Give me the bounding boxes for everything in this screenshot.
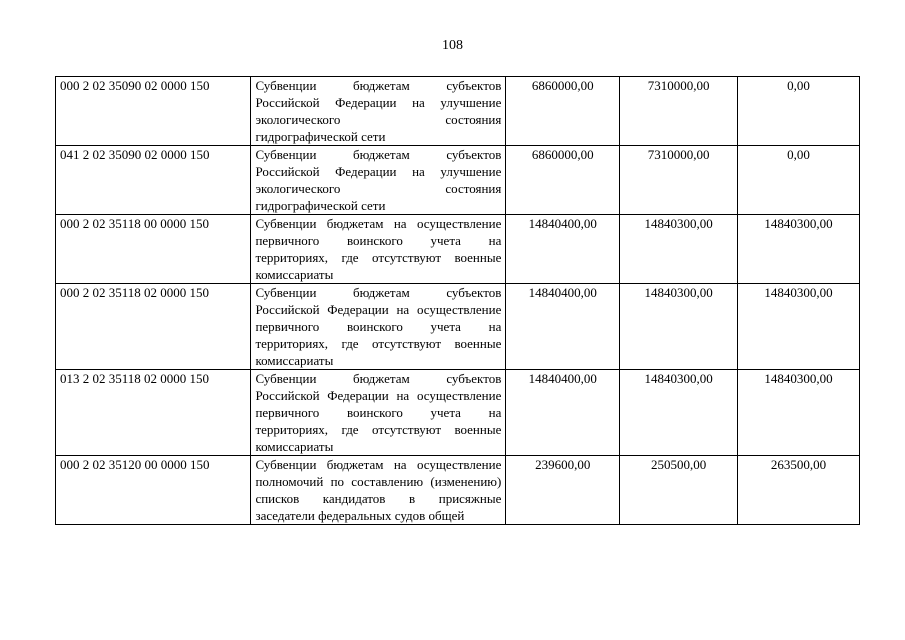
amount-2: 14840300,00 (620, 284, 738, 370)
table-row (56, 284, 860, 370)
amount-1: 6860000,00 (506, 77, 620, 146)
amount-3: 14840300,00 (738, 370, 860, 456)
revenue-name: Субвенции бюджетам субъектов Российской Федерации на осуществление первичного воинского учета на территориях, где отсутствуют военные комиссариаты (251, 284, 506, 370)
table-row (56, 215, 860, 284)
amount-1: 6860000,00 (506, 146, 620, 215)
table-row (56, 370, 860, 456)
table-row (56, 77, 860, 146)
amount-2: 14840300,00 (620, 370, 738, 456)
table-row (56, 456, 860, 525)
budget-classification-code: 000 2 02 35090 02 0000 150 (56, 77, 251, 146)
budget-classification-code: 000 2 02 35120 00 0000 150 (56, 456, 251, 525)
amount-1: 14840400,00 (506, 370, 620, 456)
page-number: 108 (442, 38, 463, 53)
revenue-name: Субвенции бюджетам субъектов Российской Федерации на осуществление первичного воинского учета на территориях, где отсутствуют военные комиссариаты (251, 370, 506, 456)
amount-3: 14840300,00 (738, 284, 860, 370)
amount-3: 0,00 (738, 146, 860, 215)
revenue-name: Субвенции бюджетам на осуществление первичного воинского учета на территориях, где отсутствуют военные комиссариаты (251, 215, 506, 284)
budget-classification-code: 000 2 02 35118 00 0000 150 (56, 215, 251, 284)
revenue-name: Субвенции бюджетам субъектов Российской Федерации на улучшение экологического состояния гидрографической сети (251, 77, 506, 146)
budget-revenue-table (55, 76, 860, 525)
budget-classification-code: 041 2 02 35090 02 0000 150 (56, 146, 251, 215)
amount-2: 7310000,00 (620, 146, 738, 215)
amount-2: 7310000,00 (620, 77, 738, 146)
amount-1: 239600,00 (506, 456, 620, 525)
budget-classification-code: 000 2 02 35118 02 0000 150 (56, 284, 251, 370)
amount-1: 14840400,00 (506, 284, 620, 370)
revenue-name: Субвенции бюджетам субъектов Российской Федерации на улучшение экологического состояния гидрографической сети (251, 146, 506, 215)
amount-3: 0,00 (738, 77, 860, 146)
amount-3: 263500,00 (738, 456, 860, 525)
table-row (56, 146, 860, 215)
amount-2: 250500,00 (620, 456, 738, 525)
budget-classification-code: 013 2 02 35118 02 0000 150 (56, 370, 251, 456)
revenue-name: Субвенции бюджетам на осуществление полномочий по составлению (изменению) списков кандидатов в присяжные заседатели федеральных судов общей (251, 456, 506, 525)
amount-3: 14840300,00 (738, 215, 860, 284)
amount-1: 14840400,00 (506, 215, 620, 284)
amount-2: 14840300,00 (620, 215, 738, 284)
